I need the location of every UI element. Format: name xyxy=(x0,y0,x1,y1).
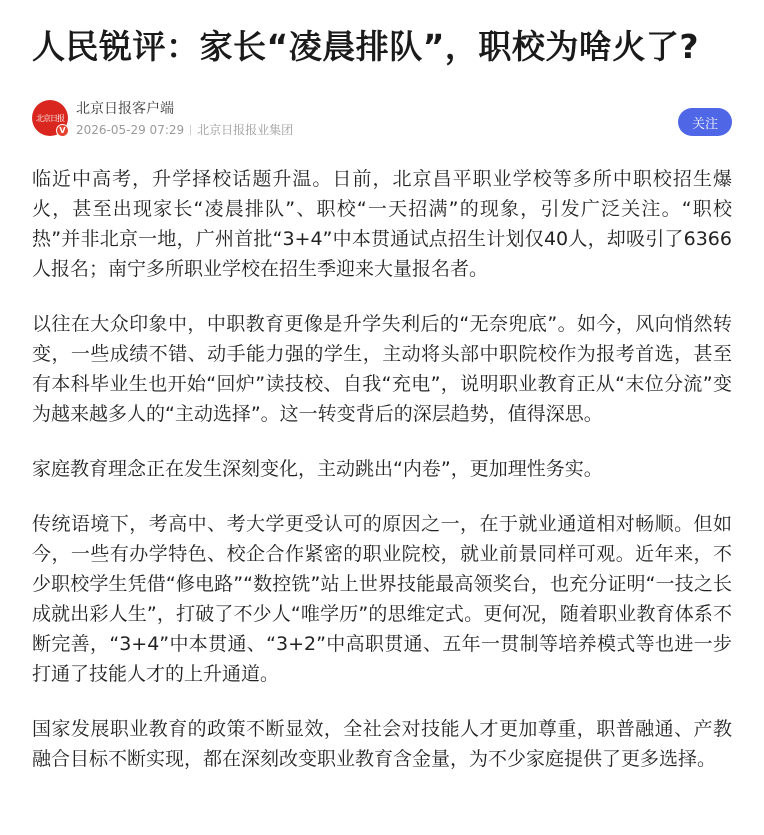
paragraph: 传统语境下，考高中、考大学更受认可的原因之一，在于就业通道相对畅顺。但如今，一些有办学特色、校企合作紧密的职业院校，就业前景同样可观。近年来，不少职校学生凭借“修电路”“数控铣”站上世界技能最高领奖台，也充分证明“一技之长成就出彩人生”，打破了不少人“唯学历”的思维定式。更何况，随着职业教育体系不断完善，“3+4”中本贯通、“3+2”中高职贯通、五年一贯制等培养模式等也进一步打通了技能人才的上升通道。 xyxy=(32,513,732,685)
paragraph: 国家发展职业教育的政策不断显效，全社会对技能人才更加尊重，职普融通、产教融合目标不断实现，都在深刻改变职业教育含金量，为不少家庭提供了更多选择。 xyxy=(32,718,732,770)
article-title: 人民锐评：家长“凌晨排队”，职校为啥火了? xyxy=(32,27,700,66)
source-bar xyxy=(32,100,732,144)
paragraph: 临近中高考，升学择校话题升温。日前，北京昌平职业学校等多所中职校招生爆火，甚至出现家长“凌晨排队”、职校“一天招满”的现象，引发广泛关注。“职校热”并非北京一地，广州首批“3+4”中本贯通试点招生计划仅40人，却吸引了6366人报名；南宁多所职业学校在招生季迎来大量报名者。 xyxy=(32,168,732,280)
article-body xyxy=(32,164,732,774)
publisher-name: 北京日报报业集团 xyxy=(197,123,294,137)
avatar-logo-text: 北京日报 xyxy=(36,113,64,123)
paragraph: 以往在大众印象中，中职教育更像是升学失利后的“无奈兜底”。如今，风向悄然转变，一些成绩不错、动手能力强的学生，主动将头部中职院校作为报考首选，甚至有本科毕业生也开始“回炉”读技校、自我“充电”，说明职业教育正从“末位分流”变为越来越多人的“主动选择”。这一转变背后的深层趋势，值得深思。 xyxy=(32,313,732,425)
follow-button[interactable]: 关注 xyxy=(678,108,732,136)
publish-datetime: 2026-05-29 07:29 xyxy=(76,123,185,137)
paragraph: 家庭教育理念正在发生深刻变化，主动跳出“内卷”，更加理性务实。 xyxy=(32,458,603,480)
verified-badge-icon: V xyxy=(56,124,69,137)
article-meta xyxy=(76,122,293,138)
source-name[interactable]: 北京日报客户端 xyxy=(76,101,174,117)
meta-divider xyxy=(190,125,191,135)
